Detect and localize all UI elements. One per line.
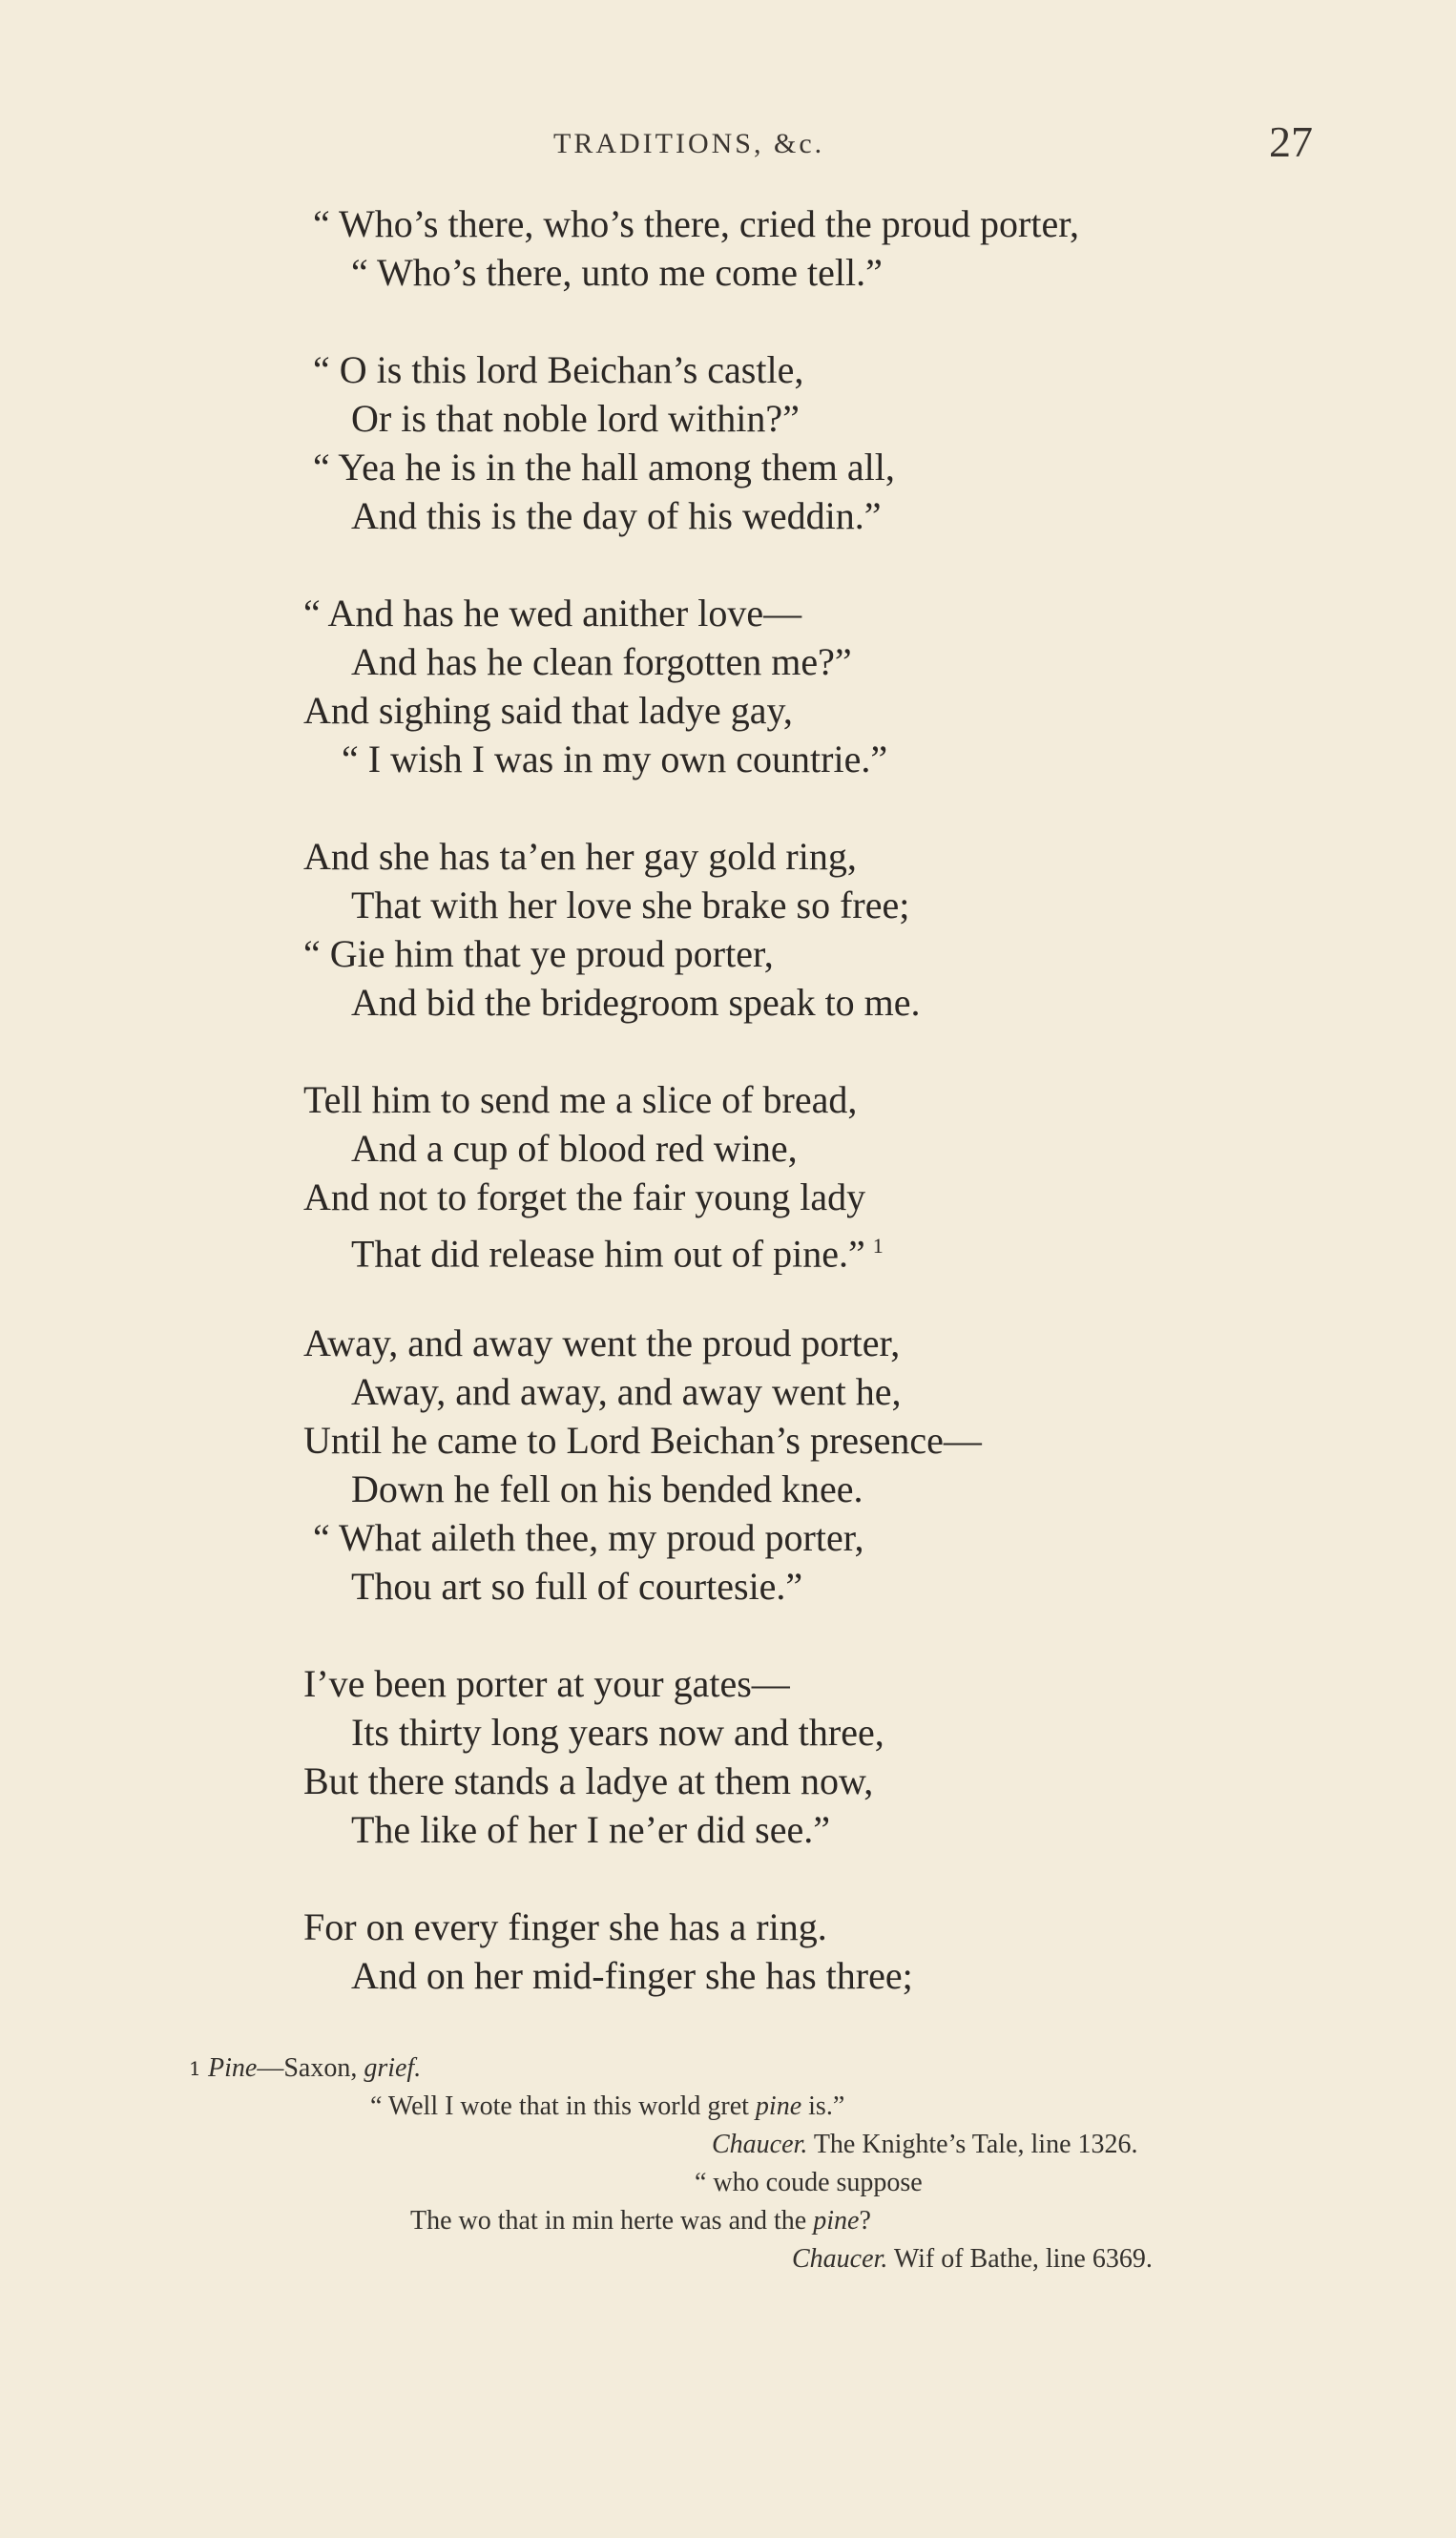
page-number: 27 <box>1269 117 1313 166</box>
footnote-citation <box>792 2242 1153 2277</box>
poem-line: The like of her I ne’er did see.” <box>351 1808 830 1851</box>
poem-line: “ Gie him that ye proud porter, <box>303 932 774 975</box>
footnote-marker: 1 <box>189 2057 201 2080</box>
quote-emphasis: pine <box>813 2206 860 2236</box>
poem-line: And this is the day of his weddin.” <box>351 494 882 537</box>
footnote-quote <box>410 2204 871 2238</box>
poem-line: Its thirty long years now and three, <box>351 1711 884 1754</box>
poem-line: But there stands a ladye at them now, <box>303 1759 874 1802</box>
poem-line: That with her love she brake so free; <box>351 884 910 926</box>
poem-line: And not to forget the fair young lady <box>303 1175 866 1218</box>
footnote-gloss-word: grief. <box>364 2053 422 2083</box>
poem-line: “ Who’s there, unto me come tell.” <box>351 251 883 294</box>
citation-ref: The Knighte’s Tale, line 1326. <box>807 2130 1138 2159</box>
poem-line: “ O is this lord Beichan’s castle, <box>313 348 804 391</box>
poem-line: And has he clean forgotten me?” <box>351 640 852 683</box>
footnote-citation <box>712 2128 1138 2162</box>
citation-author: Chaucer. <box>792 2244 888 2274</box>
quote-end: is.” <box>801 2091 845 2121</box>
poem-line <box>351 1222 884 1278</box>
citation-ref: Wif of Bathe, line 6369. <box>887 2244 1153 2274</box>
poem-line: “ Yea he is in the hall among them all, <box>313 446 895 489</box>
poem-line: Down he fell on his bended knee. <box>351 1467 863 1510</box>
quote-text: “ Well I wote that in this world gret <box>370 2091 756 2121</box>
poem-line: Tell him to send me a slice of bread, <box>303 1078 858 1121</box>
poem-line: “ I wish I was in my own countrie.” <box>342 738 888 780</box>
footnote-gloss <box>208 2051 421 2086</box>
footnote-gloss-prefix: —Saxon, <box>257 2053 364 2083</box>
footnote-reference: 1 <box>872 1234 884 1258</box>
poem-line: I’ve been porter at your gates— <box>303 1662 790 1705</box>
poem-line: And bid the bridegroom speak to me. <box>351 981 921 1024</box>
poem-line: “ Who’s there, who’s there, cried the proud porter, <box>313 202 1079 245</box>
running-head: TRADITIONS, &c. <box>553 128 825 159</box>
poem-line: Away, and away, and away went he, <box>351 1370 902 1413</box>
quote-end: ? <box>859 2206 871 2236</box>
poem-line: And a cup of blood red wine, <box>351 1127 798 1170</box>
poem-line: Thou art so full of courtesie.” <box>351 1565 803 1608</box>
citation-author: Chaucer. <box>712 2130 808 2159</box>
quote-text: The wo that in min herte was and the <box>410 2206 814 2236</box>
poem-line: And she has ta’en her gay gold ring, <box>303 835 857 878</box>
footnote-term: Pine <box>208 2053 258 2083</box>
page-header <box>0 116 1456 174</box>
poem-line-text: That did release him out of pine.” <box>351 1232 865 1276</box>
poem-line: “ And has he wed anither love— <box>303 592 802 634</box>
poem-line: “ What aileth thee, my proud porter, <box>313 1516 864 1559</box>
poem-line: For on every finger she has a ring. <box>303 1905 827 1948</box>
footnote-quote <box>370 2090 844 2124</box>
poem-line: And sighing said that ladye gay, <box>303 689 793 732</box>
poem-line: Away, and away went the proud porter, <box>303 1321 901 1364</box>
footnote-quote: “ who coude suppose <box>695 2168 923 2197</box>
poem-line: Until he came to Lord Beichan’s presence— <box>303 1419 982 1462</box>
poem-line: And on her mid-finger she has three; <box>351 1954 913 1997</box>
poem-line: Or is that noble lord within?” <box>351 397 800 440</box>
quote-emphasis: pine <box>755 2091 802 2121</box>
